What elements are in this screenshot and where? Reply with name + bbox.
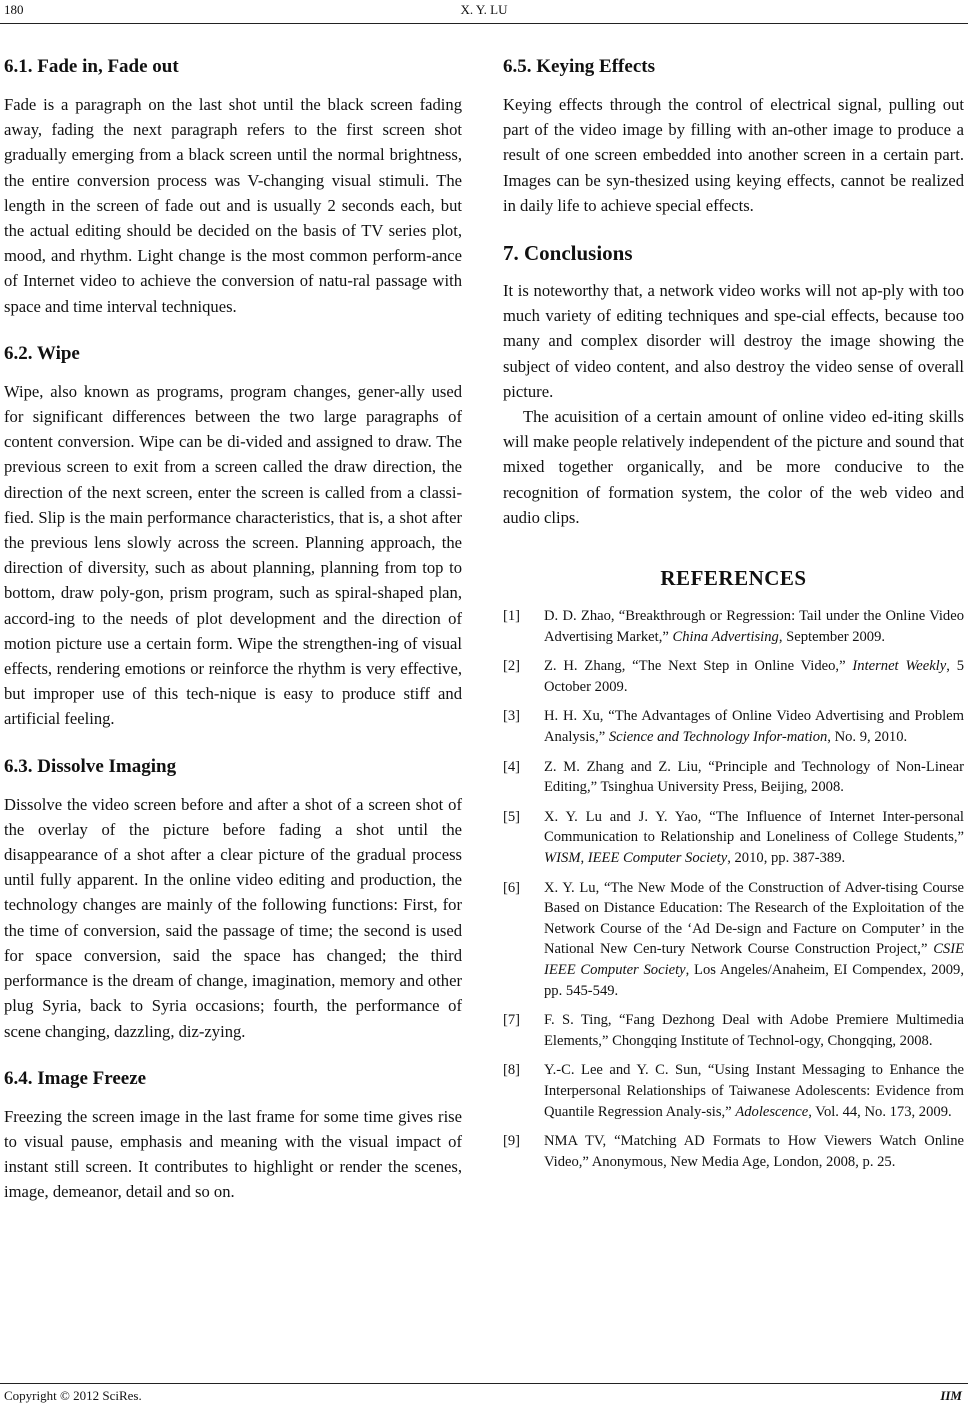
reference-number: [8] [503,1062,521,1079]
reference-item [503,1060,964,1122]
right-column [503,54,964,1181]
copyright-notice: Copyright © 2012 SciRes. [4,1388,142,1403]
section-6-4-title: 6.4. Image Freeze [4,1067,147,1089]
reference-item [503,656,964,697]
section-6-4-paragraph: Freezing the screen image in the last frame for some time gives rise to visual pause, emphasis and meaning with the visual impact of instant still screen. It contributes to highlight or render the scenes, image, demeanor, detail and so on. [4,1106,462,1202]
reference-text: NMA TV, “Matching AD Formats to How Viewers Watch Online Video,” Anonymous, New Media Age, London, 2008, p. 25. [544,1133,964,1170]
reference-item [503,878,964,1002]
section-7-title: 7. Conclusions [503,241,633,266]
header-rule [0,23,968,24]
reference-number: [7] [503,1012,521,1029]
reference-text: H. H. Xu, “The Advantages of Online Video Advertising and Problem Analysis,” [544,708,964,746]
section-6-2-paragraph: Wipe, also known as programs, program changes, gener-ally used for significant differences between the two large paragraphs of content conversion. Wipe can be di-vided and assigned to draw. The previous screen to exit from a screen called the draw direction, the direction of the next screen, enter the screen is called from a classi-fied. Slip is the main performance characteristics, that is, a shot after the previous lens slowly across the screen. Planning approach, the direction of diversity, such as about planning, planning from top to bottom, draw poly-gon, prism program, such as spiral-shaped plan, accord-ing to the needs of plot development and the direction of motion picture use a certain form. Wipe the strengthen-ing of visual effects, rendering emotions or reinforce the rhythm is very effective, but improper use of this tech-nique is easy to produce stiff and artificial feeling. [4,381,462,729]
reference-text-tail: , No. 9, 2010. [827,729,908,746]
reference-text: X. Y. Lu and J. Y. Yao, “The Influence of Internet Inter-personal Communication to Relationship and Loneliness of College Students,” [544,808,964,846]
footer-rule [0,1383,968,1384]
reference-number: [9] [503,1133,521,1150]
reference-italic: China Advertising [672,628,779,645]
reference-list [503,606,964,1172]
reference-text-tail: , September 2009. [778,628,886,645]
reference-item [503,1010,964,1051]
reference-italic: Science and Technology Infor-mation [608,729,828,746]
reference-text-tail: , Los Angeles/Anaheim, EI Compendex, 2009, pp. 545-549. [544,961,964,999]
reference-number: [3] [503,708,521,725]
reference-text: X. Y. Lu, “The New Mode of the Construction of Adver-tising Course Based on Distance Education: The Research of the Exploitation of the Network Course of the ‘Ad De-sign and Facture on Computer’ in the National New Cen-tury Network Course Construction Project,” [544,879,964,958]
running-head [0,2,968,20]
reference-item [503,757,964,798]
section-6-2-title: 6.2. Wipe [4,342,80,364]
running-head-author: X. Y. LU [460,2,508,17]
reference-item [503,807,964,869]
section-7-paragraph-1: It is noteworthy that, a network video works will not ap-ply with too much variety of editing techniques and spe-cial effects, because too many and complex disorder will destroy the image showing the subject of video content, and also destroy the video sense of overall picture. [503,281,964,401]
reference-text: F. S. Ting, “Fang Dezhong Deal with Adobe Premiere Multimedia Elements,” Chongqing Institute of Technol-ogy, Chongqing, 2008. [544,1012,964,1049]
reference-text-tail: , [580,849,588,866]
page-number: 180 [4,2,24,17]
reference-number: [6] [503,879,521,896]
reference-text: D. D. Zhao, “Breakthrough or Regression: Tail under the Online Video Advertising Market,” [544,608,964,645]
reference-italic: Internet Weekly [852,658,947,675]
reference-text: Z. H. Zhang, “The Next Step in Online Video,” [544,658,853,675]
reference-number: [5] [503,808,521,825]
reference-italic: Adolescence [735,1103,809,1120]
reference-italic-2: IEEE Computer Society [587,849,728,866]
section-6-5-paragraph: Keying effects through the control of electrical signal, pulling out part of the video image by filling with an-other image to produce a result of one screen embedded into another screen in a certain part. Images can be syn-thesized using keying effects, cannot be realized in daily life to achieve special effects. [503,95,964,215]
section-6-3-paragraph: Dissolve the video screen before and after a shot of a screen shot of the overlay of the picture before fading a shot until the disappearance of a shot after a clear picture of the gradual process until fully apparent. In the online video editing and production, the technology changes are mainly of the following functions: First, for the time of conversion, said the passage of time; the second is used for space conversion, said the space has changed; the third performance is the dream of change, imagination, memory and other plug Syria, back to Syria occasions; fourth, the performance of scene changing, dazzling, diz-zying. [4,794,462,1041]
section-6-3-title: 6.3. Dissolve Imaging [4,755,177,777]
reference-item [503,606,964,647]
reference-text-tail: , 5 October 2009. [544,658,964,695]
reference-text-tail: , Vol. 44, No. 173, 2009. [808,1103,952,1120]
section-7-paragraph-2: The acuisition of a certain amount of online video ed-iting skills will make people relatively independent of the picture and sound that mixed together organically, and be more conducive to the recognition of formation system, the color of the web video and audio clips. [503,407,964,527]
section-6-1-title: 6.1. Fade in, Fade out [4,56,179,77]
reference-text: Z. M. Zhang and Z. Liu, “Principle and Technology of Non-Linear Editing,” Tsinghua University Press, Beijing, 2008. [544,758,964,796]
reference-italic: CSIE IEEE Computer Society [544,941,964,978]
journal-abbreviation: IIM [940,1388,962,1403]
reference-number: [1] [503,608,521,625]
reference-number: [4] [503,758,521,775]
left-column [4,54,462,1205]
section-6-1-paragraph: Fade is a paragraph on the last shot until the black screen fading away, fading the next paragraph refers to the first screen shot gradually emerging from a black screen until the normal brightness, the entire conversion process was V-changing visual stimuli. The length in the screen of fade out and is usually 2 seconds each, but the actual editing should be decided on the basis of TV series plot, mood, and rhythm. Light change is the most common perform-ance of Internet video to achieve the conversion of natu-ral passage with space and time interval techniques. [4,95,462,316]
references-title: REFERENCES [660,566,807,591]
page-footer [0,1388,968,1408]
reference-number: [2] [503,658,521,675]
reference-italic: WISM [544,849,581,866]
section-6-5-title: 6.5. Keying Effects [503,56,655,77]
reference-item [503,706,964,747]
reference-text: Y.-C. Lee and Y. C. Sun, “Using Instant Messaging to Enhance the Interpersonal Relationships of Taiwanese Adolescents: Evidence from Quantile Regression Analy-sis,” [544,1062,964,1120]
reference-item [503,1131,964,1172]
reference-text-tail-2: , 2010, pp. 387-389. [727,849,846,866]
